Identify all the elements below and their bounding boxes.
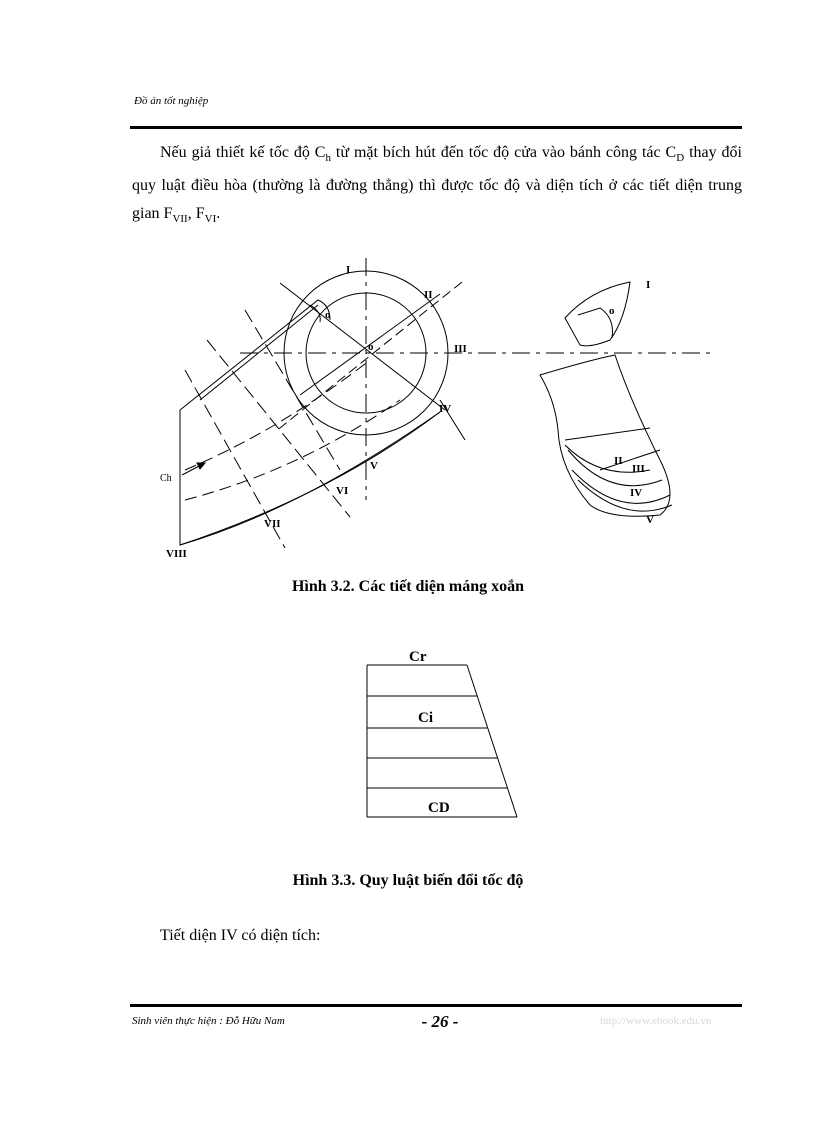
label-III: III (454, 343, 467, 355)
footer-watermark-url: http://www.ebook.edu.vn (600, 1015, 712, 1027)
closing-paragraph: Tiết diện IV có diện tích: (160, 927, 321, 944)
label-right-III: III (632, 463, 645, 475)
section-i-inner (578, 308, 613, 338)
label-IV: IV (439, 403, 452, 415)
section-line-v (245, 310, 340, 470)
radial-line-ii (275, 282, 462, 432)
figure-3-2-caption: Hình 3.2. Các tiết diện máng xoắn (291, 578, 524, 595)
footer-rule (130, 1004, 742, 1007)
label-right-I: I (646, 279, 651, 291)
label-right-V: V (646, 514, 654, 526)
ch-arrow-head (197, 463, 205, 469)
footer-page-number: - 26 - (421, 1012, 459, 1031)
velocity-slant-edge (467, 665, 517, 817)
label-II: II (424, 289, 433, 301)
section-iv-curve (572, 470, 670, 503)
intro-paragraph: Nếu giả thiết kế tốc độ $C_h$ từ mặt bích hút đến tốc độ cửa vào bánh công tác $C_D$ thay đổi quy luật điều hòa (thường là đường thẳng) thì được tốc độ và diện tích ở các tiết diện trung gian $F_{VII}$, $F_{VI}$. (132, 144, 742, 226)
section-line-h1 (565, 428, 650, 440)
label-VII: VII (264, 518, 281, 530)
section-i-shape (565, 282, 630, 346)
label-right-II: II (614, 455, 623, 467)
figure-velocity-law (0, 640, 816, 830)
label-V: V (370, 460, 378, 472)
label-I: I (346, 264, 351, 276)
label-cr: Cr (409, 649, 427, 665)
label-cd: CD (428, 800, 450, 816)
flow-dashed-line-2 (185, 400, 400, 500)
label-tongue-o: o (325, 309, 331, 321)
label-VI: VI (336, 485, 349, 497)
volute-upper-contour (180, 300, 330, 410)
section-stack-outline (540, 355, 670, 516)
document-header-title: Đồ án tốt nghiệp (134, 95, 209, 107)
footer-student-name: Sinh viên thực hiện : Đỗ Hữu Nam (132, 1015, 285, 1027)
label-right-IV: IV (630, 487, 643, 499)
label-center-o: o (368, 341, 374, 353)
label-ci: Ci (418, 710, 433, 726)
radial-line-iv (280, 283, 445, 410)
figure-3-3-caption: Hình 3.3. Quy luật biến đổi tốc độ (292, 872, 524, 889)
label-ch: Ch (160, 473, 172, 484)
volute-outer-curve (180, 412, 440, 545)
label-right-o: o (609, 305, 615, 317)
flow-dashed-line (185, 360, 370, 470)
section-ii-line (600, 450, 660, 470)
label-VIII: VIII (166, 548, 187, 560)
